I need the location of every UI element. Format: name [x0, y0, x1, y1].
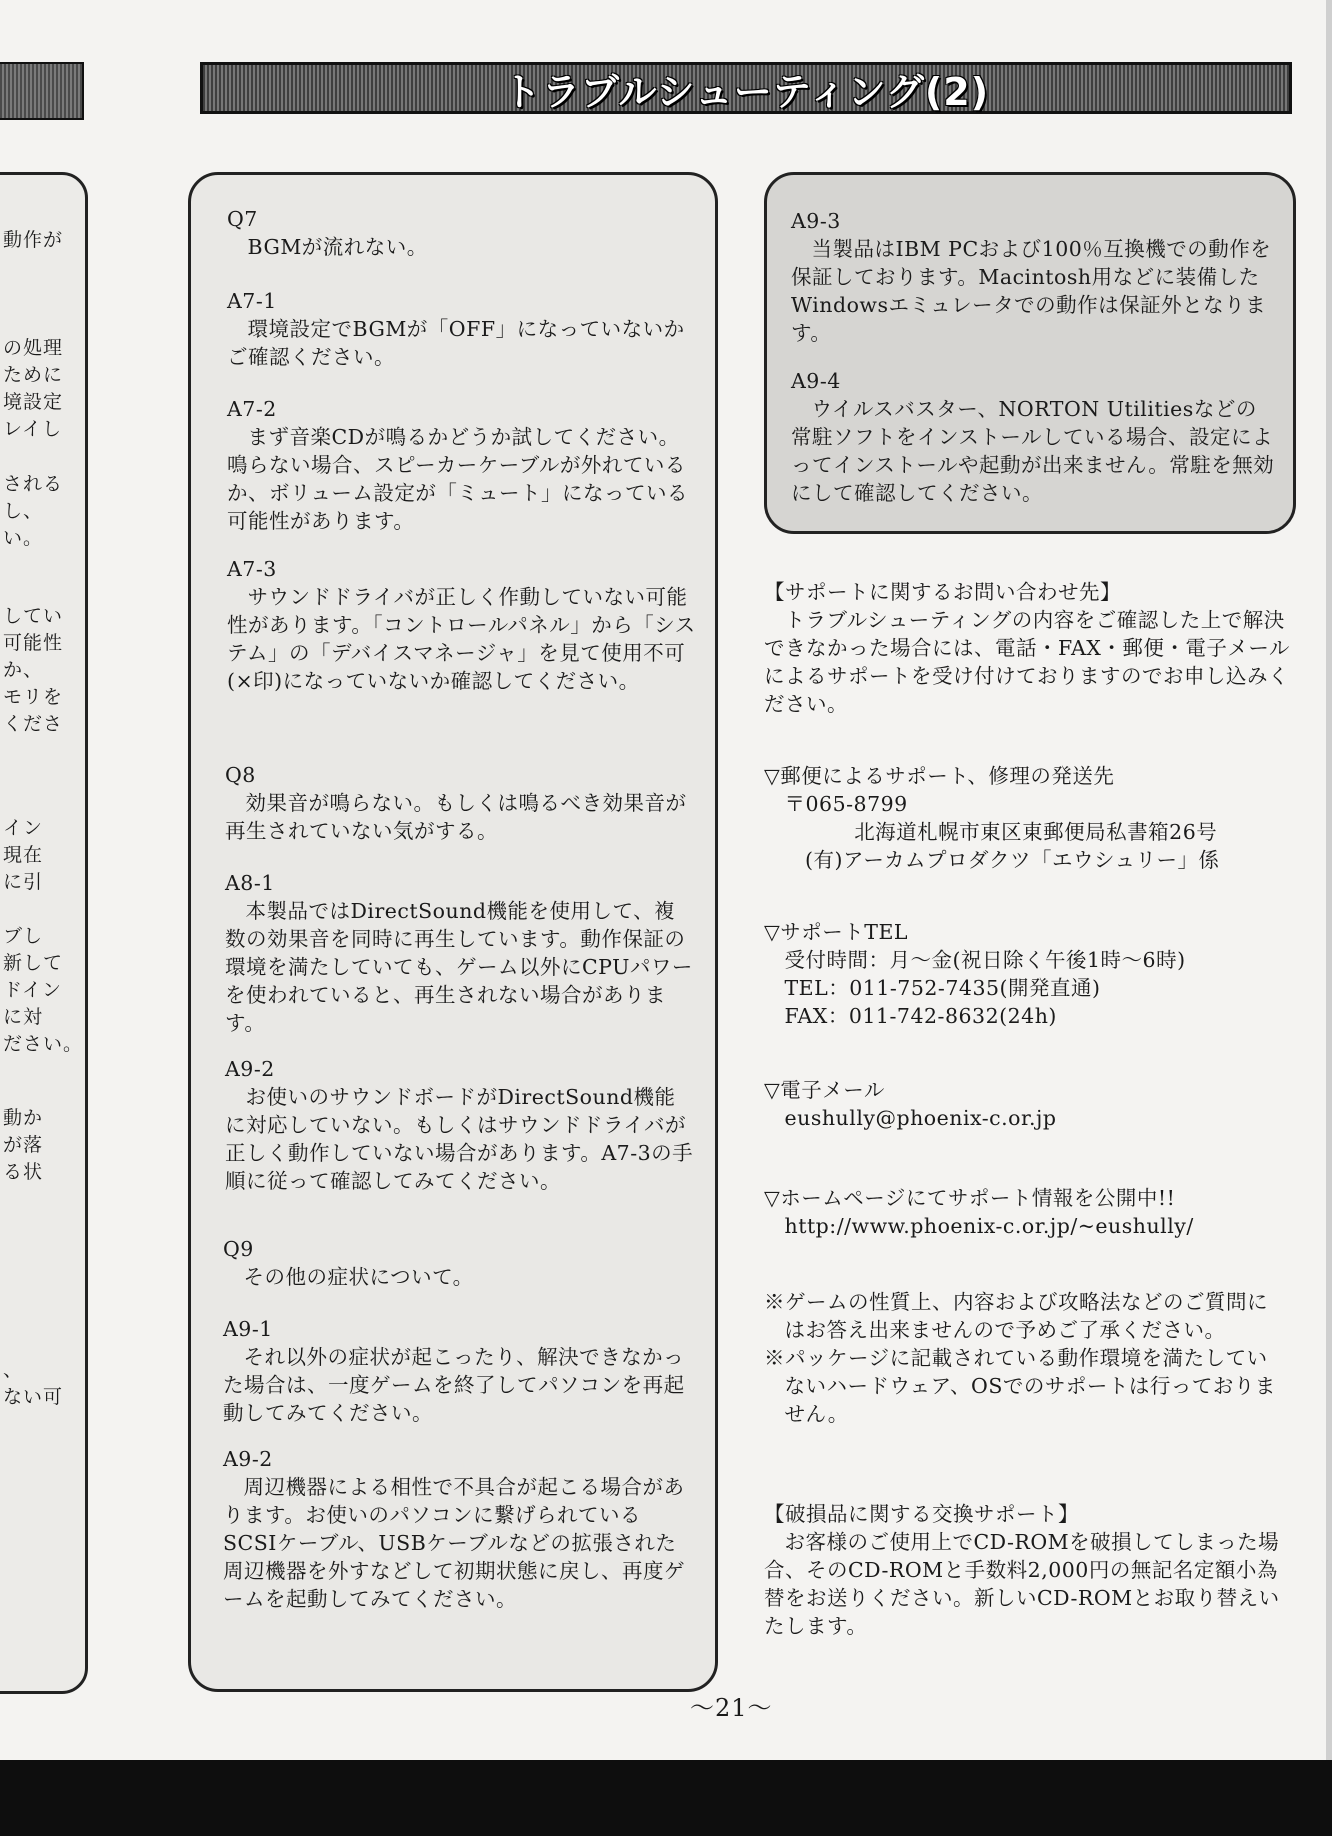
- qa-text: ウイルスバスター、NORTON Utilitiesなどの常駐ソフトをインストールしている場合、設定によってインストールや起動が出来ません。常駐を無効にして確認してください。: [791, 397, 1275, 505]
- fax-number: FAX：011-742-8632(24h): [784, 1004, 1057, 1028]
- tel-support: [764, 918, 1294, 1030]
- qa-item: [223, 1445, 693, 1613]
- web-support: [764, 1184, 1294, 1240]
- prev-fragment: 、: [3, 1359, 24, 1381]
- scan-bottom-band: [0, 1760, 1332, 1836]
- title-bar: [200, 62, 1292, 114]
- postal-recipient: (有)アーカムプロダクツ「エウシュリー」係: [805, 848, 1220, 872]
- note-item: ※パッケージに記載されている動作環境を満たしていないハードウェア、OSでのサポートは行っておりません。: [764, 1346, 1276, 1426]
- prev-fragment: 現在: [3, 844, 44, 866]
- prev-fragment: 新して: [3, 952, 64, 974]
- qa-text: サウンドドライバが正しく作動していない可能性があります。「コントロールパネル」から「システム」の「デバイスマネージャ」を見て使用不可(×印)になっていないか確認してください。: [227, 585, 696, 693]
- qa-heading: Q8: [225, 763, 256, 787]
- prev-fragment: モリを: [3, 686, 64, 708]
- support-intro: トラブルシューティングの内容をご確認した上で解決できなかった場合には、電話・FAX・郵便・電子メールによるサポートを受け付けておりますのでお申し込みください。: [764, 608, 1290, 716]
- exchange-text: お客様のご使用上でCD-ROMを破損してしまった場合、そのCD-ROMと手数料2,000円の無記名定額小為替をお送りください。新しいCD-ROMとお取り替えいたします。: [764, 1530, 1280, 1638]
- exchange-section: [764, 1500, 1280, 1640]
- prev-fragment: ブし: [3, 925, 44, 947]
- page-number: ～21～: [690, 1694, 773, 1722]
- qa-item: [227, 555, 697, 695]
- qa-text: BGMが流れない。: [247, 235, 428, 259]
- exchange-heading: 【破損品に関する交換サポート】: [764, 1502, 1079, 1526]
- email-support: [764, 1076, 1294, 1132]
- support-section: [764, 578, 1294, 718]
- qa-heading: A9-3: [791, 209, 841, 233]
- prev-fragment: の処理: [3, 337, 64, 359]
- prev-page-box-fragment: [0, 172, 88, 1694]
- postal-address: 北海道札幌市東区東郵便局私書箱26号: [854, 820, 1218, 844]
- prev-fragment: される: [3, 473, 64, 495]
- prev-fragment: が落: [3, 1134, 44, 1156]
- prev-fragment: イン: [3, 817, 44, 839]
- troubleshooting-box-left: [188, 172, 718, 1692]
- qa-text: 効果音が鳴らない。もしくは鳴るべき効果音が再生されていない気がする。: [225, 791, 687, 843]
- qa-text: お使いのサウンドボードがDirectSound機能に対応していない。もしくはサウンドドライバが正しく動作していない場合があります。A7-3の手順に従って確認してみてください。: [225, 1085, 694, 1193]
- qa-heading: A7-2: [227, 397, 277, 421]
- web-heading: ▽ホームページにてサポート情報を公開中!!: [764, 1186, 1176, 1210]
- qa-heading: A8-1: [225, 871, 275, 895]
- prev-fragment: 境設定: [3, 391, 64, 413]
- prev-fragment: くださ: [3, 713, 64, 735]
- qa-heading: A9-1: [223, 1317, 273, 1341]
- qa-item: [225, 1055, 695, 1195]
- qa-item: [791, 207, 1277, 347]
- support-heading: 【サポートに関するお問い合わせ先】: [764, 580, 1121, 604]
- page-title: トラブルシューティング(2): [502, 69, 990, 114]
- qa-heading: Q7: [227, 207, 258, 231]
- support-notes: [764, 1288, 1284, 1428]
- qa-heading: A7-1: [227, 289, 277, 313]
- prev-fragment: 動か: [3, 1107, 44, 1129]
- postal-heading: ▽郵便によるサポート、修理の発送先: [764, 764, 1115, 788]
- prev-fragment: ださい。: [3, 1033, 84, 1055]
- qa-item: [227, 287, 697, 371]
- postal-support: [764, 762, 1294, 874]
- prev-fragment: ドイン: [3, 979, 63, 1001]
- qa-text: その他の症状について。: [243, 1265, 474, 1289]
- qa-item: [223, 1235, 693, 1291]
- prev-fragment: い。: [3, 527, 44, 549]
- homepage-url[interactable]: http://www.phoenix-c.or.jp/~eushully/: [784, 1214, 1194, 1238]
- qa-text: 環境設定でBGMが「OFF」になっていないかご確認ください。: [227, 317, 685, 369]
- page-edge-shadow: [1326, 0, 1332, 1760]
- qa-heading: A9-2: [225, 1057, 275, 1081]
- qa-item: [225, 761, 695, 845]
- note-item: ※ゲームの性質上、内容および攻略法などのご質問にはお答え出来ませんので予めご了承ください。: [764, 1290, 1268, 1342]
- tel-heading: ▽サポートTEL: [764, 920, 909, 944]
- qa-heading: Q9: [223, 1237, 254, 1261]
- tel-number: TEL：011-752-7435(開発直通): [784, 976, 1101, 1000]
- qa-item: [223, 1315, 693, 1427]
- qa-text: 本製品ではDirectSound機能を使用して、複数の効果音を同時に再生しています。動作保証の環境を満たしていても、ゲーム以外にCPUパワーを使われていると、再生されない場合があります。: [225, 899, 693, 1035]
- prev-page-header-fragment: [0, 62, 84, 120]
- qa-text: それ以外の症状が起こったり、解決できなかった場合は、一度ゲームを終了してパソコンを再起動してみてください。: [223, 1345, 685, 1425]
- qa-item: [791, 367, 1277, 507]
- prev-page-text: [0, 175, 85, 1691]
- qa-item: [227, 205, 697, 261]
- qa-text: まず音楽CDが鳴るかどうか試してください。鳴らない場合、スピーカーケーブルが外れているか、ボリューム設定が「ミュート」になっている可能性があります。: [227, 425, 688, 533]
- prev-fragment: 動作が: [3, 229, 64, 251]
- prev-fragment: してい: [3, 605, 64, 627]
- prev-fragment: し、: [3, 500, 44, 522]
- prev-fragment: ために: [3, 364, 64, 386]
- qa-item: [227, 395, 697, 535]
- tel-hours: 受付時間：月～金(祝日除く午後1時～6時): [784, 948, 1186, 972]
- prev-fragment: に対: [3, 1006, 44, 1028]
- qa-heading: A9-2: [223, 1447, 273, 1471]
- postal-code: 〒065-8799: [784, 792, 908, 816]
- email-address[interactable]: eushully@phoenix-c.or.jp: [784, 1106, 1057, 1130]
- prev-fragment: レイし: [3, 418, 63, 440]
- prev-fragment: る状: [3, 1161, 44, 1183]
- prev-fragment: か、: [3, 659, 44, 681]
- qa-heading: A7-3: [227, 557, 277, 581]
- qa-text: 当製品はIBM PCおよび100％互換機での動作を保証しております。Macintosh用などに装備したWindowsエミュレータでの動作は保証外となります。: [791, 237, 1272, 345]
- prev-fragment: に引: [3, 871, 44, 893]
- troubleshooting-box-right: [764, 172, 1296, 534]
- qa-item: [225, 869, 695, 1037]
- qa-heading: A9-4: [791, 369, 841, 393]
- prev-fragment: ない可: [3, 1386, 64, 1408]
- qa-text: 周辺機器による相性で不具合が起こる場合があります。お使いのパソコンに繋げられているSCSIケーブル、USBケーブルなどの拡張された周辺機器を外すなどして初期状態に戻し、再度ゲームを起動してみてください。: [223, 1475, 685, 1611]
- prev-fragment: 可能性: [3, 632, 64, 654]
- email-heading: ▽電子メール: [764, 1078, 885, 1102]
